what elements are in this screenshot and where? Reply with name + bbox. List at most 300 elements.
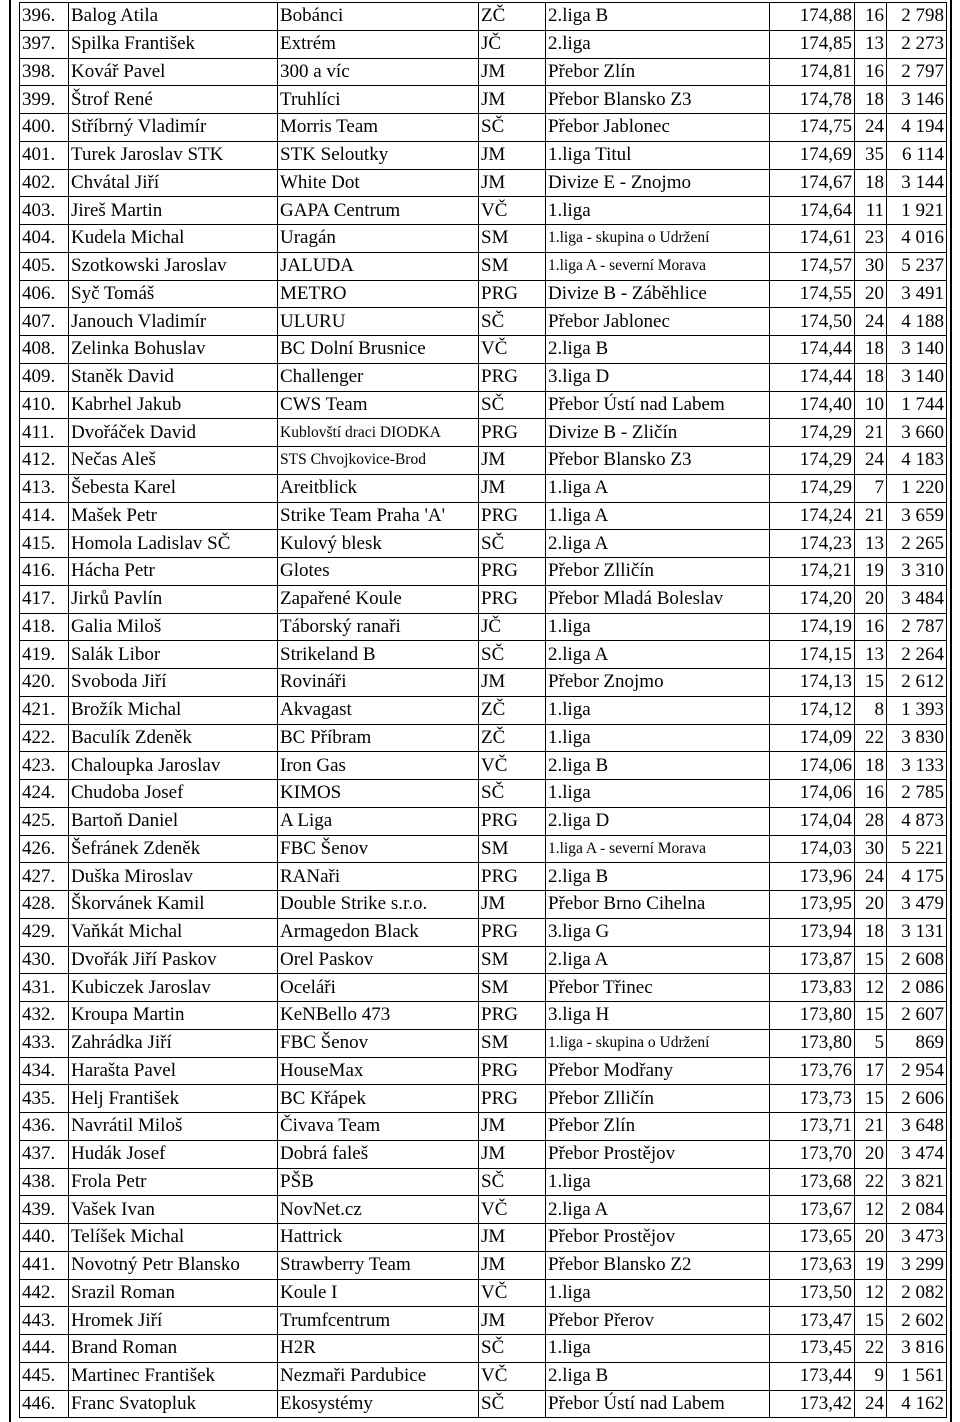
table-row [20, 3, 947, 31]
team-cell: KeNBello 473 [278, 1002, 479, 1030]
table-row [20, 1113, 947, 1141]
league-cell: 2.liga B [546, 752, 770, 780]
table-row [20, 141, 947, 169]
pins-cell: 3 473 [887, 1224, 947, 1252]
team-cell: Orel Paskov [278, 946, 479, 974]
average-cell: 174,44 [770, 336, 855, 364]
rank-cell: 439. [20, 1196, 69, 1224]
games-cell: 13 [855, 530, 887, 558]
player-name-cell: Baculík Zdeněk [69, 724, 278, 752]
pins-cell: 4 183 [887, 447, 947, 475]
table-row [20, 974, 947, 1002]
player-name-cell: Kroupa Martin [69, 1002, 278, 1030]
region-cell: VČ [479, 1279, 546, 1307]
games-cell: 20 [855, 1140, 887, 1168]
league-cell: 3.liga H [546, 1002, 770, 1030]
league-cell: Přebor Mladá Boleslav [546, 585, 770, 613]
team-cell: Trumfcentrum [278, 1307, 479, 1335]
rank-cell: 422. [20, 724, 69, 752]
games-cell: 20 [855, 891, 887, 919]
region-cell: JM [479, 891, 546, 919]
league-cell: Přebor Znojmo [546, 669, 770, 697]
pins-cell: 3 133 [887, 752, 947, 780]
rank-cell: 419. [20, 641, 69, 669]
league-cell: Přebor Zlličín [546, 1085, 770, 1113]
league-cell: Přebor Ústí nad Labem [546, 391, 770, 419]
player-name-cell: Novotný Petr Blansko [69, 1251, 278, 1279]
games-cell: 20 [855, 280, 887, 308]
player-name-cell: Zelinka Bohuslav [69, 336, 278, 364]
average-cell: 174,81 [770, 58, 855, 86]
league-cell: Přebor Prostějov [546, 1224, 770, 1252]
table-row [20, 280, 947, 308]
region-cell: PRG [479, 419, 546, 447]
table-row [20, 1085, 947, 1113]
table-row [20, 1390, 947, 1418]
player-name-cell: Bartoň Daniel [69, 807, 278, 835]
team-cell: Areitblick [278, 474, 479, 502]
pins-cell: 2 084 [887, 1196, 947, 1224]
games-cell: 17 [855, 1057, 887, 1085]
league-cell: 2.liga [546, 30, 770, 58]
rank-cell: 398. [20, 58, 69, 86]
table-row [20, 474, 947, 502]
games-cell: 15 [855, 1307, 887, 1335]
player-name-cell: Kudela Michal [69, 225, 278, 253]
team-cell: BC Křápek [278, 1085, 479, 1113]
rank-cell: 435. [20, 1085, 69, 1113]
region-cell: PRG [479, 558, 546, 586]
games-cell: 12 [855, 974, 887, 1002]
region-cell: SM [479, 225, 546, 253]
team-cell: Uragán [278, 225, 479, 253]
team-cell: White Dot [278, 169, 479, 197]
pins-cell: 3 484 [887, 585, 947, 613]
team-cell: ULURU [278, 308, 479, 336]
average-cell: 173,80 [770, 1029, 855, 1057]
rank-cell: 397. [20, 30, 69, 58]
games-cell: 13 [855, 30, 887, 58]
rank-cell: 414. [20, 502, 69, 530]
league-cell: Přebor Blansko Z2 [546, 1251, 770, 1279]
player-name-cell: Brožík Michal [69, 696, 278, 724]
league-cell: 2.liga D [546, 807, 770, 835]
pins-cell: 5 237 [887, 252, 947, 280]
team-cell: FBC Šenov [278, 835, 479, 863]
region-cell: JM [479, 86, 546, 114]
player-name-cell: Chvátal Jiří [69, 169, 278, 197]
games-cell: 11 [855, 197, 887, 225]
rank-cell: 446. [20, 1390, 69, 1418]
rank-cell: 443. [20, 1307, 69, 1335]
league-cell: Divize E - Znojmo [546, 169, 770, 197]
team-cell: Dobrá faleš [278, 1140, 479, 1168]
average-cell: 174,24 [770, 502, 855, 530]
team-cell: Iron Gas [278, 752, 479, 780]
games-cell: 24 [855, 1390, 887, 1418]
rank-cell: 417. [20, 585, 69, 613]
region-cell: SČ [479, 308, 546, 336]
league-cell: 3.liga G [546, 918, 770, 946]
table-row [20, 918, 947, 946]
region-cell: VČ [479, 197, 546, 225]
rank-cell: 432. [20, 1002, 69, 1030]
average-cell: 173,73 [770, 1085, 855, 1113]
average-cell: 173,68 [770, 1168, 855, 1196]
team-cell: Ekosystémy [278, 1390, 479, 1418]
region-cell: SČ [479, 641, 546, 669]
table-row [20, 641, 947, 669]
ranking-table [19, 2, 947, 1418]
player-name-cell: Jirků Pavlín [69, 585, 278, 613]
table-row [20, 419, 947, 447]
table-row [20, 1251, 947, 1279]
team-cell: Armagedon Black [278, 918, 479, 946]
pins-cell: 3 479 [887, 891, 947, 919]
games-cell: 20 [855, 585, 887, 613]
games-cell: 18 [855, 752, 887, 780]
region-cell: PRG [479, 807, 546, 835]
player-name-cell: Staněk David [69, 363, 278, 391]
rank-cell: 405. [20, 252, 69, 280]
pins-cell: 5 221 [887, 835, 947, 863]
team-cell: BC Příbram [278, 724, 479, 752]
player-name-cell: Telíšek Michal [69, 1224, 278, 1252]
games-cell: 18 [855, 336, 887, 364]
pins-cell: 4 194 [887, 114, 947, 142]
pins-cell: 3 474 [887, 1140, 947, 1168]
region-cell: JM [479, 447, 546, 475]
games-cell: 15 [855, 946, 887, 974]
average-cell: 174,23 [770, 530, 855, 558]
pins-cell: 1 393 [887, 696, 947, 724]
average-cell: 174,44 [770, 363, 855, 391]
average-cell: 174,88 [770, 3, 855, 31]
league-cell: 1.liga [546, 613, 770, 641]
games-cell: 5 [855, 1029, 887, 1057]
games-cell: 18 [855, 169, 887, 197]
pins-cell: 4 016 [887, 225, 947, 253]
rank-cell: 433. [20, 1029, 69, 1057]
player-name-cell: Galia Miloš [69, 613, 278, 641]
league-cell: 2.liga B [546, 863, 770, 891]
team-cell: HouseMax [278, 1057, 479, 1085]
pins-cell: 3 146 [887, 86, 947, 114]
pins-cell: 3 299 [887, 1251, 947, 1279]
league-cell: Přebor Brno Cihelna [546, 891, 770, 919]
team-cell: NovNet.cz [278, 1196, 479, 1224]
pins-cell: 2 798 [887, 3, 947, 31]
table-row [20, 86, 947, 114]
pins-cell: 3 144 [887, 169, 947, 197]
rank-cell: 431. [20, 974, 69, 1002]
league-cell: Přebor Zlín [546, 1113, 770, 1141]
table-row [20, 752, 947, 780]
games-cell: 30 [855, 252, 887, 280]
pins-cell: 3 131 [887, 918, 947, 946]
pins-cell: 2 612 [887, 669, 947, 697]
region-cell: JM [479, 474, 546, 502]
rank-cell: 424. [20, 780, 69, 808]
team-cell: Challenger [278, 363, 479, 391]
average-cell: 173,44 [770, 1362, 855, 1390]
table-row [20, 946, 947, 974]
team-cell: CWS Team [278, 391, 479, 419]
league-cell: 2.liga B [546, 336, 770, 364]
player-name-cell: Svoboda Jiří [69, 669, 278, 697]
average-cell: 173,87 [770, 946, 855, 974]
region-cell: SM [479, 974, 546, 1002]
games-cell: 22 [855, 1168, 887, 1196]
average-cell: 174,75 [770, 114, 855, 142]
player-name-cell: Zahrádka Jiří [69, 1029, 278, 1057]
league-cell: 1.liga [546, 1168, 770, 1196]
pins-cell: 2 787 [887, 613, 947, 641]
league-cell: 2.liga A [546, 641, 770, 669]
player-name-cell: Martinec František [69, 1362, 278, 1390]
pins-cell: 2 086 [887, 974, 947, 1002]
table-row [20, 1362, 947, 1390]
league-cell: Přebor Třinec [546, 974, 770, 1002]
region-cell: JČ [479, 30, 546, 58]
team-cell: Táborský ranaři [278, 613, 479, 641]
average-cell: 174,69 [770, 141, 855, 169]
table-row [20, 502, 947, 530]
player-name-cell: Janouch Vladimír [69, 308, 278, 336]
table-row [20, 197, 947, 225]
region-cell: JM [479, 1113, 546, 1141]
league-cell: Přebor Zlličín [546, 558, 770, 586]
pins-cell: 3 659 [887, 502, 947, 530]
region-cell: SM [479, 252, 546, 280]
region-cell: SČ [479, 391, 546, 419]
table-row [20, 807, 947, 835]
player-name-cell: Szotkowski Jaroslav [69, 252, 278, 280]
league-cell: 1.liga [546, 724, 770, 752]
region-cell: JM [479, 1140, 546, 1168]
region-cell: ZČ [479, 724, 546, 752]
rank-cell: 434. [20, 1057, 69, 1085]
player-name-cell: Vaňkát Michal [69, 918, 278, 946]
player-name-cell: Mašek Petr [69, 502, 278, 530]
table-row [20, 252, 947, 280]
league-cell: 2.liga A [546, 530, 770, 558]
table-row [20, 1279, 947, 1307]
region-cell: SM [479, 835, 546, 863]
average-cell: 174,29 [770, 474, 855, 502]
region-cell: SČ [479, 1168, 546, 1196]
team-cell: Kulový blesk [278, 530, 479, 558]
pins-cell: 3 140 [887, 363, 947, 391]
player-name-cell: Homola Ladislav SČ [69, 530, 278, 558]
rank-cell: 441. [20, 1251, 69, 1279]
average-cell: 174,57 [770, 252, 855, 280]
rank-cell: 401. [20, 141, 69, 169]
league-cell: 2.liga A [546, 946, 770, 974]
team-cell: Extrém [278, 30, 479, 58]
pins-cell: 2 954 [887, 1057, 947, 1085]
player-name-cell: Franc Svatopluk [69, 1390, 278, 1418]
pins-cell: 2 264 [887, 641, 947, 669]
team-cell: BC Dolní Brusnice [278, 336, 479, 364]
team-cell: Akvagast [278, 696, 479, 724]
page-border-right [950, 0, 952, 1422]
games-cell: 24 [855, 447, 887, 475]
team-cell: Čivava Team [278, 1113, 479, 1141]
pins-cell: 4 873 [887, 807, 947, 835]
games-cell: 12 [855, 1279, 887, 1307]
games-cell: 12 [855, 1196, 887, 1224]
average-cell: 174,06 [770, 752, 855, 780]
rank-cell: 423. [20, 752, 69, 780]
games-cell: 10 [855, 391, 887, 419]
average-cell: 174,19 [770, 613, 855, 641]
region-cell: ZČ [479, 3, 546, 31]
league-cell: 1.liga A [546, 502, 770, 530]
region-cell: SM [479, 1029, 546, 1057]
player-name-cell: Helj František [69, 1085, 278, 1113]
player-name-cell: Škorvánek Kamil [69, 891, 278, 919]
league-cell: 2.liga A [546, 1196, 770, 1224]
league-cell: 1.liga A [546, 474, 770, 502]
rank-cell: 445. [20, 1362, 69, 1390]
average-cell: 174,15 [770, 641, 855, 669]
player-name-cell: Kovář Pavel [69, 58, 278, 86]
team-cell: Strikeland B [278, 641, 479, 669]
average-cell: 174,09 [770, 724, 855, 752]
player-name-cell: Kabrhel Jakub [69, 391, 278, 419]
table-row [20, 669, 947, 697]
page-border-left [9, 0, 11, 1422]
player-name-cell: Nečas Aleš [69, 447, 278, 475]
rank-cell: 427. [20, 863, 69, 891]
pins-cell: 2 797 [887, 58, 947, 86]
player-name-cell: Chudoba Josef [69, 780, 278, 808]
rank-cell: 409. [20, 363, 69, 391]
average-cell: 174,61 [770, 225, 855, 253]
player-name-cell: Šefránek Zdeněk [69, 835, 278, 863]
games-cell: 21 [855, 502, 887, 530]
table-row [20, 225, 947, 253]
team-cell: Rovináři [278, 669, 479, 697]
table-row [20, 1307, 947, 1335]
games-cell: 7 [855, 474, 887, 502]
team-cell: Zapařené Koule [278, 585, 479, 613]
player-name-cell: Frola Petr [69, 1168, 278, 1196]
team-cell: 300 a víc [278, 58, 479, 86]
team-cell: KIMOS [278, 780, 479, 808]
games-cell: 19 [855, 558, 887, 586]
league-cell: 3.liga D [546, 363, 770, 391]
region-cell: JM [479, 141, 546, 169]
region-cell: PRG [479, 1002, 546, 1030]
rank-cell: 426. [20, 835, 69, 863]
player-name-cell: Hudák Josef [69, 1140, 278, 1168]
rank-cell: 402. [20, 169, 69, 197]
league-cell: 1.liga [546, 1335, 770, 1363]
rank-cell: 437. [20, 1140, 69, 1168]
player-name-cell: Balog Atila [69, 3, 278, 31]
league-cell: Přebor Jablonec [546, 114, 770, 142]
region-cell: SČ [479, 530, 546, 558]
pins-cell: 1 220 [887, 474, 947, 502]
table-row [20, 114, 947, 142]
team-cell: Morris Team [278, 114, 479, 142]
player-name-cell: Hácha Petr [69, 558, 278, 586]
rank-cell: 420. [20, 669, 69, 697]
team-cell: A Liga [278, 807, 479, 835]
average-cell: 174,13 [770, 669, 855, 697]
region-cell: SM [479, 946, 546, 974]
games-cell: 28 [855, 807, 887, 835]
rank-cell: 404. [20, 225, 69, 253]
pins-cell: 1 561 [887, 1362, 947, 1390]
games-cell: 16 [855, 3, 887, 31]
average-cell: 174,67 [770, 169, 855, 197]
team-cell: PŠB [278, 1168, 479, 1196]
region-cell: VČ [479, 336, 546, 364]
table-row [20, 724, 947, 752]
pins-cell: 2 602 [887, 1307, 947, 1335]
team-cell: STK Seloutky [278, 141, 479, 169]
table-row [20, 1029, 947, 1057]
player-name-cell: Harašta Pavel [69, 1057, 278, 1085]
games-cell: 18 [855, 86, 887, 114]
team-cell: H2R [278, 1335, 479, 1363]
league-cell: 1.liga - skupina o Udržení [546, 225, 770, 253]
region-cell: ZČ [479, 696, 546, 724]
average-cell: 173,83 [770, 974, 855, 1002]
average-cell: 173,96 [770, 863, 855, 891]
pins-cell: 2 608 [887, 946, 947, 974]
table-row [20, 308, 947, 336]
region-cell: PRG [479, 1085, 546, 1113]
league-cell: Divize B - Zličín [546, 419, 770, 447]
pins-cell: 4 175 [887, 863, 947, 891]
games-cell: 24 [855, 308, 887, 336]
rank-cell: 430. [20, 946, 69, 974]
team-cell: Koule I [278, 1279, 479, 1307]
table-row [20, 1002, 947, 1030]
region-cell: PRG [479, 585, 546, 613]
table-row [20, 696, 947, 724]
rank-cell: 412. [20, 447, 69, 475]
region-cell: PRG [479, 918, 546, 946]
average-cell: 173,47 [770, 1307, 855, 1335]
league-cell: 2.liga B [546, 3, 770, 31]
region-cell: SČ [479, 1335, 546, 1363]
average-cell: 173,80 [770, 1002, 855, 1030]
player-name-cell: Brand Roman [69, 1335, 278, 1363]
league-cell: 1.liga [546, 780, 770, 808]
player-name-cell: Kubiczek Jaroslav [69, 974, 278, 1002]
league-cell: Přebor Jablonec [546, 308, 770, 336]
rank-cell: 415. [20, 530, 69, 558]
league-cell: 2.liga B [546, 1362, 770, 1390]
region-cell: JM [479, 669, 546, 697]
average-cell: 174,29 [770, 419, 855, 447]
pins-cell: 2 273 [887, 30, 947, 58]
table-row [20, 1168, 947, 1196]
team-cell: METRO [278, 280, 479, 308]
average-cell: 174,50 [770, 308, 855, 336]
pins-cell: 1 744 [887, 391, 947, 419]
table-row [20, 1140, 947, 1168]
rank-cell: 436. [20, 1113, 69, 1141]
rank-cell: 400. [20, 114, 69, 142]
average-cell: 173,95 [770, 891, 855, 919]
player-name-cell: Stříbrný Vladimír [69, 114, 278, 142]
